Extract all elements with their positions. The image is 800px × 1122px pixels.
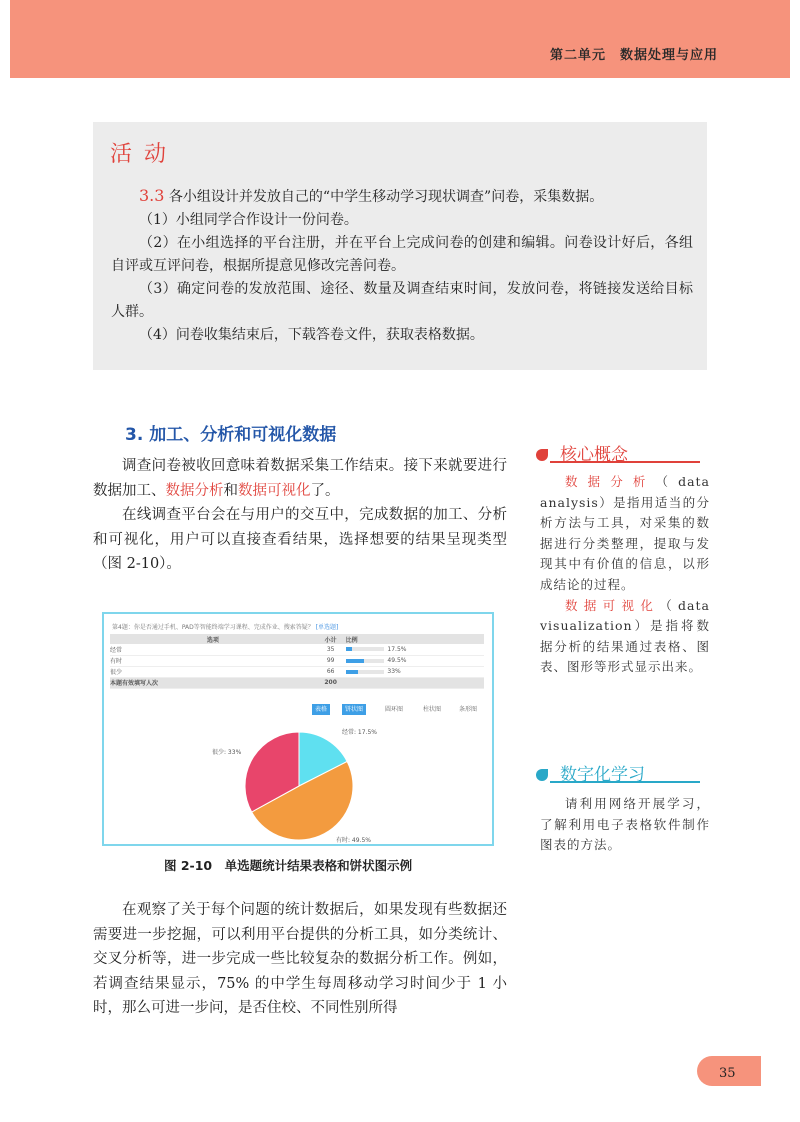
paragraph-3: 在观察了关于每个问题的统计数据后，如果发现有些数据还需要进一步挖掘，可以利用平台提供的分析工具，如分类统计、交叉分析等，进一步完成一些比较复杂的数据分析工作。例如，若调查结果显示，75% 的中学生每周移动学习时间少于 1 小时，那么可进一步问，是否住校、不同性别所得 xyxy=(93,902,507,1016)
row-count: 66 xyxy=(316,666,346,677)
digital-heading xyxy=(540,760,645,785)
row-option: 很少 xyxy=(110,666,316,677)
page-number: 35 xyxy=(719,1066,736,1081)
activity-body xyxy=(111,184,693,347)
concept-term-1: 数据分析 xyxy=(565,474,656,489)
activity-title: 活动 xyxy=(110,142,179,167)
section-heading: 3. 加工、分析和可视化数据 xyxy=(125,425,337,445)
pie-label-2: 很少: 33% xyxy=(212,749,242,756)
p1-text-b: 和 xyxy=(223,482,238,499)
main-paragraphs-top xyxy=(93,454,507,577)
pie-view-button[interactable]: 饼状图 xyxy=(342,704,366,715)
activity-line1: 各小组设计并发放自己的“中学生移动学习现状调查”问卷，采集数据。 xyxy=(168,189,604,205)
paragraph-2: 在线调查平台会在与用户的交互中，完成数据的加工、分析和可视化，用户可以直接查看结果，选择想要的结果呈现类型（图 2-10）。 xyxy=(93,507,507,572)
concept-paragraph-1 xyxy=(540,472,710,596)
row-option: 经常 xyxy=(110,644,316,655)
digital-text xyxy=(540,794,710,856)
bar-view-button[interactable]: 条形图 xyxy=(459,706,478,713)
row-pct: 17.5% xyxy=(387,645,407,653)
paragraph-1 xyxy=(93,454,507,503)
activity-item-3: （3）确定问卷的发放范围、途径、数量及调查结束时间，发放问卷，将链接发送给目标人群。 xyxy=(111,281,693,320)
p1-text-c: 了。 xyxy=(310,482,340,499)
activity-item-2: （2）在小组选择的平台注册，并在平台上完成问卷的创建和编辑。问卷设计好后，各组自评或互评问卷，根据所提意见修改完善问卷。 xyxy=(111,235,693,274)
activity-item-4: （4）问卷收集结束后，下载答卷文件，获取表格数据。 xyxy=(139,327,484,343)
table-view-button[interactable]: 表格 xyxy=(312,704,330,715)
row-pct: 49.5% xyxy=(387,657,407,664)
activity-intro xyxy=(111,184,693,209)
pie-label-0: 经常: 17.5% xyxy=(342,729,377,736)
p1-text-a: 调查问卷被收回意味着数据采集工作结束。接下来就要进行数据加工、 xyxy=(93,458,507,499)
th-count: 小计 xyxy=(316,634,346,644)
concept-desc-2: （data visualization）是指将数据分析的结果通过表格、图表、图形等形式显示出来。 xyxy=(540,597,710,675)
row-option: 有时 xyxy=(110,655,316,666)
total-value: 200 xyxy=(316,677,346,688)
figure-caption: 图 2-10 单选题统计结果表格和饼状图示例 xyxy=(164,858,413,873)
row-pct: 33% xyxy=(387,668,401,675)
term-data-visualization: 数据可视化 xyxy=(238,482,311,499)
activity-box xyxy=(93,122,707,370)
concept-title: 核心概念 xyxy=(560,445,628,465)
question-text: 第4题：你是否通过手机、PAD等智能终端学习课程、完成作业、搜索答疑？ xyxy=(112,624,314,631)
th-option: 选项 xyxy=(110,634,316,644)
th-ratio: 比例 xyxy=(346,634,484,644)
header-band xyxy=(10,0,790,78)
digital-title: 数字化学习 xyxy=(560,765,645,785)
term-data-analysis: 数据分析 xyxy=(165,482,224,499)
question-tag: [单选题] xyxy=(315,624,339,631)
figure-survey-result xyxy=(102,612,494,846)
concept-text xyxy=(540,472,710,678)
digital-paragraph: 请利用网络开展学习，了解利用电子表格软件制作图表的方法。 xyxy=(540,796,710,853)
pie-label-1: 有时: 49.5% xyxy=(336,837,371,844)
row-count: 99 xyxy=(316,655,346,666)
donut-view-button[interactable]: 圆环图 xyxy=(385,706,404,713)
concept-desc-1: （data analysis）是指用适当的分析方法与工具，对采集的数据进行分类整理，提取与发现其中有价值的信息，以形成结论的过程。 xyxy=(540,474,710,592)
row-count: 35 xyxy=(316,644,346,655)
concept-heading xyxy=(540,440,628,465)
concept-paragraph-2 xyxy=(540,596,710,678)
pie-chart xyxy=(104,614,496,848)
concept-term-2: 数据可视化 xyxy=(565,597,660,613)
column-view-button[interactable]: 柱状图 xyxy=(423,706,442,713)
main-paragraphs-bottom xyxy=(93,898,507,1021)
activity-number: 3.3 xyxy=(139,186,165,205)
total-label: 本题有效填写人次 xyxy=(110,677,316,688)
activity-item-1: （1）小组同学合作设计一份问卷。 xyxy=(139,212,358,228)
unit-title: 第二单元 数据处理与应用 xyxy=(549,48,718,63)
